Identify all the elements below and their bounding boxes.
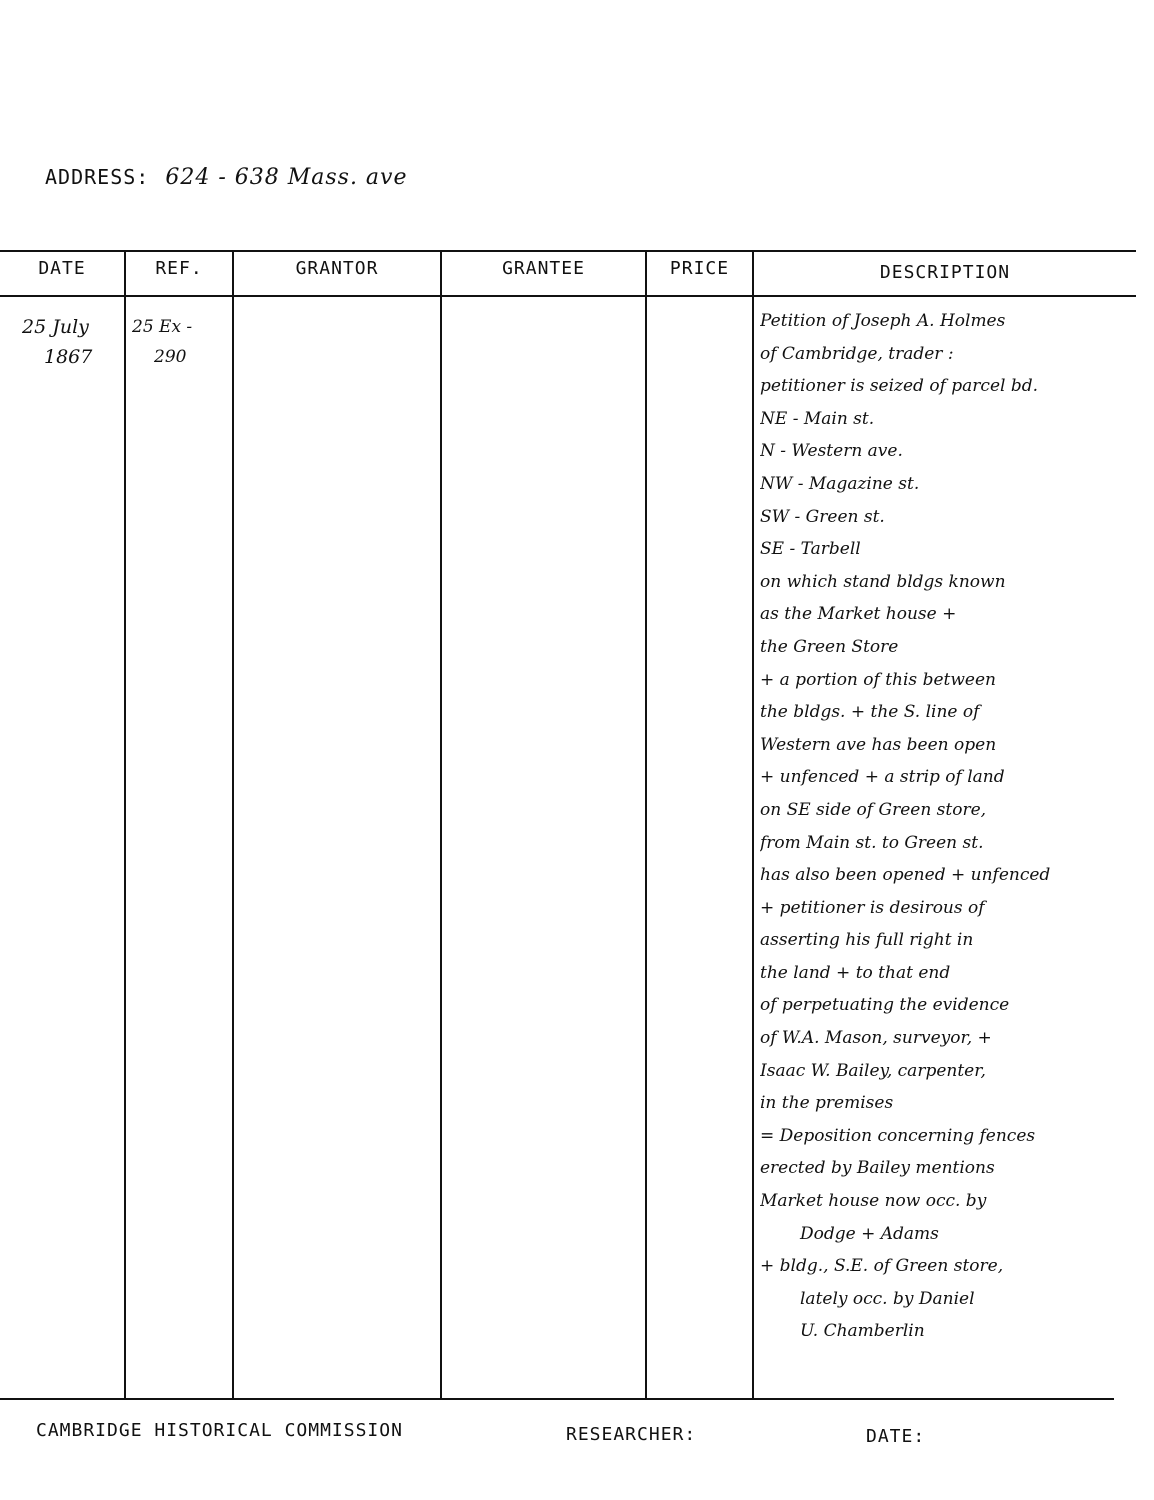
description-line: erected by Bailey mentions: [760, 1158, 995, 1179]
description-line: Dodge + Adams: [800, 1223, 939, 1244]
description-line: petitioner is seized of parcel bd.: [760, 376, 1039, 397]
description-line: the land + to that end: [760, 962, 951, 983]
column-divider-grantee-price: [645, 252, 647, 1398]
column-divider-grantor-grantee: [440, 252, 442, 1398]
header-description: DESCRIPTION: [879, 262, 1011, 283]
description-line: NW - Magazine st.: [760, 473, 920, 494]
column-divider-price-description: [752, 252, 754, 1398]
entry-date: [22, 312, 122, 372]
description-line: asserting his full right in: [760, 930, 974, 951]
description-line: the Green Store: [760, 636, 899, 657]
header-grantor: GRANTOR: [295, 258, 379, 279]
header-bottom-rule: [0, 295, 1136, 297]
entry-ref-page: 290: [154, 347, 187, 367]
description-line: Western ave has been open: [760, 734, 997, 755]
entry-date-year: 1867: [44, 346, 93, 368]
description-line: lately occ. by Daniel: [800, 1288, 975, 1309]
entry-description: [760, 305, 1140, 1348]
column-divider-date-ref: [124, 252, 126, 1398]
description-line: from Main st. to Green st.: [760, 832, 984, 853]
description-line: the bldgs. + the S. line of: [760, 702, 980, 723]
description-line: + unfenced + a strip of land: [760, 767, 1005, 788]
description-line: in the premises: [760, 1093, 894, 1114]
address-line: [45, 165, 408, 190]
description-line: SE - Tarbell: [760, 539, 861, 560]
description-line: U. Chamberlin: [800, 1321, 925, 1342]
description-line: = Deposition concerning fences: [760, 1125, 1036, 1146]
description-line: + bldg., S.E. of Green store,: [760, 1256, 1004, 1277]
header-price: PRICE: [669, 258, 730, 279]
description-line: on SE side of Green store,: [760, 799, 987, 820]
description-line: NE - Main st.: [760, 408, 875, 429]
entry-date-day-month: 25 July: [22, 316, 89, 338]
description-line: of W.A. Mason, surveyor, +: [760, 1028, 992, 1049]
description-line: SW - Green st.: [760, 506, 885, 527]
address-label: ADDRESS:: [45, 165, 150, 189]
description-line: Petition of Joseph A. Holmes: [760, 311, 1006, 331]
description-line: Market house now occ. by: [760, 1191, 987, 1212]
footer-commission: CAMBRIDGE HISTORICAL COMMISSION: [36, 1420, 403, 1441]
table-bottom-rule: [0, 1398, 1114, 1400]
description-line: Isaac W. Bailey, carpenter,: [760, 1060, 986, 1081]
description-line: as the Market house +: [760, 604, 957, 625]
description-line: has also been opened + unfenced: [760, 865, 1051, 886]
header-grantee: GRANTEE: [502, 258, 585, 279]
footer-researcher-label: RESEARCHER:: [566, 1424, 697, 1445]
address-value: 624 - 638 Mass. ave: [165, 165, 408, 190]
header-date: DATE: [38, 258, 86, 279]
description-line: of perpetuating the evidence: [760, 995, 1010, 1016]
description-line: of Cambridge, trader :: [760, 343, 954, 364]
header-ref: REF.: [155, 258, 203, 279]
description-line: N - Western ave.: [760, 441, 903, 462]
entry-ref-book: 25 Ex -: [132, 317, 193, 337]
table-top-rule: [0, 250, 1136, 252]
column-divider-ref-grantor: [232, 252, 234, 1398]
description-line: + a portion of this between: [760, 669, 996, 690]
entry-ref: [132, 312, 230, 372]
description-line: on which stand bldgs known: [760, 571, 1006, 592]
footer-date-label: DATE:: [866, 1426, 926, 1447]
description-line: + petitioner is desirous of: [760, 897, 985, 918]
